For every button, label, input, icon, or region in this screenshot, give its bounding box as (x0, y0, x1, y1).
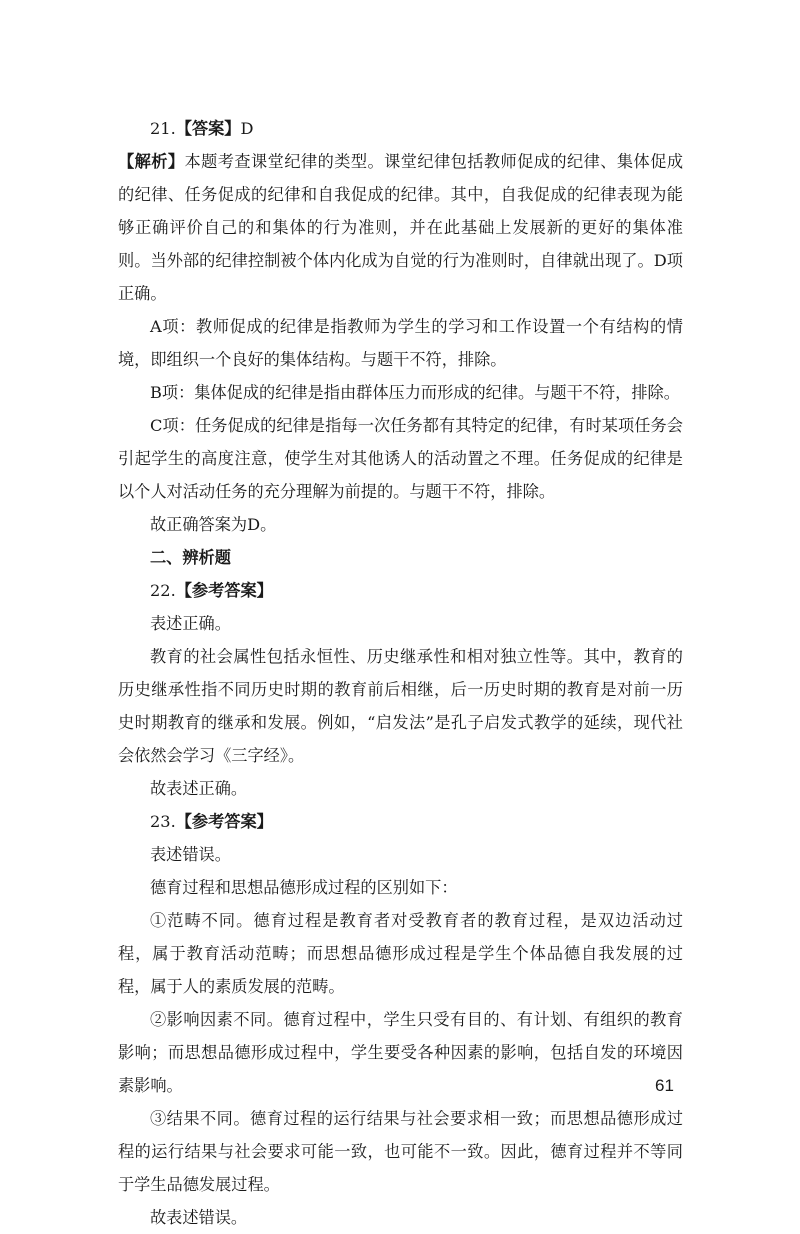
q23-point-2: ②影响因素不同。德育过程中，学生只受有目的、有计划、有组织的教育影响；而思想品德形成过程中，学生要受各种因素的影响，包括自发的环境因素影响。 (118, 1010, 683, 1095)
q23-point-1: ①范畴不同。德育过程是教育者对受教育者的教育过程，是双边活动过程，属于教育活动范畴；而思想品德形成过程是学生个体品德自我发展的过程，属于人的素质发展的范畴。 (118, 911, 683, 996)
page-number: 61 (655, 1076, 674, 1095)
q22-statement: 表述正确。 (150, 614, 231, 633)
q23-ref-tag: 【参考答案】 (175, 812, 273, 831)
q21-analysis (118, 145, 683, 310)
q23-number: 23. (150, 812, 176, 831)
q21-option-c: C项：任务促成的纪律是指每一次任务都有其特定的纪律，有时某项任务会引起学生的高度注意，使学生对其他诱人的活动置之不理。任务促成的纪律是以个人对活动任务的充分理解为前提的。与题干不符，排除。 (118, 416, 683, 501)
q21-option-b: B项：集体促成的纪律是指由群体压力而形成的纪律。与题干不符，排除。 (150, 383, 680, 402)
q21-answer-line (118, 112, 683, 145)
q22-conclusion: 故表述正确。 (150, 779, 248, 798)
q21-answer-value: D (240, 119, 254, 138)
q22-number: 22. (150, 581, 176, 600)
q23-intro: 德育过程和思想品德形成过程的区别如下： (150, 878, 458, 897)
q23-point-3: ③结果不同。德育过程的运行结果与社会要求相一致；而思想品德形成过程的运行结果与社会要求可能一致，也可能不一致。因此，德育过程并不等同于学生品德发展过程。 (118, 1109, 683, 1194)
q21-number: 21. (150, 119, 176, 138)
q23-statement: 表述错误。 (150, 845, 231, 864)
document-body (118, 112, 683, 1234)
q22-heading (118, 574, 683, 607)
section-title: 二、辨析题 (150, 548, 231, 567)
q23-heading (118, 805, 683, 838)
q21-conclusion: 故正确答案为D。 (150, 515, 277, 534)
q22-ref-tag: 【参考答案】 (175, 581, 273, 600)
q22-body: 教育的社会属性包括永恒性、历史继承性和相对独立性等。其中，教育的历史继承性指不同历史时期的教育前后相继，后一历史时期的教育是对前一历史时期教育的继承和发展。例如，“启发法”是孔子启发式教学的延续，现代社会依然会学习《三字经》。 (118, 647, 683, 765)
q21-analysis-tag: 【解析】 (118, 152, 185, 171)
q23-conclusion: 故表述错误。 (150, 1208, 248, 1227)
q21-analysis-text: 本题考查课堂纪律的类型。课堂纪律包括教师促成的纪律、集体促成的纪律、任务促成的纪律和自我促成的纪律。其中，自我促成的纪律表现为能够正确评价自己的和集体的行为准则，并在此基础上发展新的更好的集体准则。当外部的纪律控制被个体内化成为自觉的行为准则时，自律就出现了。D项正确。 (118, 152, 684, 303)
q21-option-a: A项：教师促成的纪律是指教师为学生的学习和工作设置一个有结构的情境，即组织一个良好的集体结构。与题干不符，排除。 (118, 317, 683, 369)
q21-answer-tag: 【答案】 (175, 119, 241, 138)
